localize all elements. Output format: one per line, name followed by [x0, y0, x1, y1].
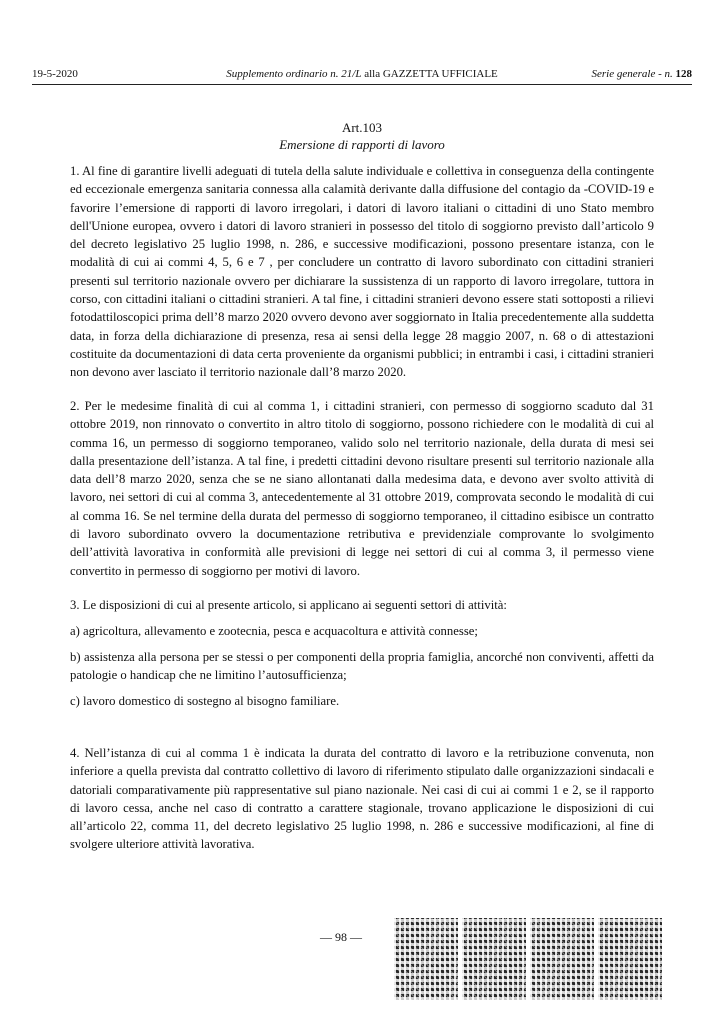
paragraph-1 — [70, 162, 654, 382]
qr-code-1 — [394, 918, 458, 1000]
paragraph-4-text: 4. Nell’istanza di cui al comma 1 è indicata la durata del contratto di lavoro e la retribuzione convenuta, non inferiore a quella prevista dal contratto collettivo di lavoro di riferimento stipulato dalle organizzazioni sindacali e datoriali comparativamente più rappresentative sul piano nazionale. Nei casi di cui ai commi 1 e 2, se il rapporto di lavoro cessa, anche nel caso di contratto a carattere stagionale, trovano applicazione le disposizioni di cui all’articolo 22, comma 11, del decreto legislativo 25 luglio 1998, n. 286 e successive modificazioni, al fine di svolgere ulteriore attività lavorativa. — [70, 746, 654, 852]
paragraph-4 — [70, 744, 654, 854]
paragraph-3-text: 3. Le disposizioni di cui al presente articolo, si applicano ai seguenti settori di attività: — [70, 598, 507, 612]
list-item-a-text: a) agricoltura, allevamento e zootecnia, pesca e acquacoltura e attività connesse; — [70, 624, 478, 638]
header-series-number: 128 — [675, 68, 692, 80]
list-item-b — [70, 648, 654, 685]
header-date: 19-5-2020 — [32, 68, 78, 80]
header-series-sep: - n. — [655, 68, 676, 80]
header-series — [591, 66, 692, 82]
page-header — [32, 66, 692, 82]
header-series-label: Serie generale — [591, 68, 656, 80]
header-supplement: Supplemento ordinario n. 21/L — [226, 68, 362, 80]
list-item-c — [70, 692, 654, 710]
paragraph-2-text: 2. Per le medesime finalità di cui al comma 1, i cittadini stranieri, con permesso di soggiorno scaduto dal 31 ottobre 2019, non rinnovato o convertito in altro titolo di soggiorno, possono richiedere con le modalità di cui al comma 16, un permesso di soggiorno temporaneo, valido solo nel territorio nazionale, della durata di mesi sei dalla presentazione dell’istanza. A tal fine, i predetti cittadini devono risultare presenti sul territorio nazionale alla data dell’8 marzo 2020, senza che se ne siano allontanati dalla medesima data, e devono aver svolto attività di lavoro, nei settori di cui al comma 3, antecedentemente al 31 ottobre 2019, comprovata secondo le modalità di cui al comma 16. Se nel termine della durata del permesso di soggiorno temporaneo, il cittadino esibisce un contratto di lavoro subordinato ovvero la documentazione retributiva e previdenziale comprovante lo svolgimento dell’attività lavorativa in conformità alle previsioni di legge nei settori di cui al comma 3, il permesso viene convertito in permesso di soggiorno per motivi di lavoro. — [70, 399, 654, 578]
article-number: Art.103 — [341, 120, 383, 135]
qr-code-3 — [530, 918, 594, 1000]
article-title: Emersione di rapporti di lavoro — [279, 137, 445, 152]
paragraph-2 — [70, 397, 654, 580]
qr-code-4 — [598, 918, 662, 1000]
header-gazette: alla GAZZETTA UFFICIALE — [361, 68, 498, 80]
page-number: — 98 — — [320, 930, 362, 944]
paragraph-3 — [70, 596, 654, 614]
list-item-a — [70, 622, 654, 640]
list-item-b-text: b) assistenza alla persona per se stessi o per componenti della propria famiglia, ancorché non conviventi, affetti da patologie o handicap che ne limitino l’autosufficienza; — [70, 650, 654, 683]
header-rule — [32, 84, 692, 85]
list-item-c-text: c) lavoro domestico di sostegno al bisogno familiare. — [70, 694, 340, 708]
qr-code-2 — [462, 918, 526, 1000]
paragraph-1-text: 1. Al fine di garantire livelli adeguati di tutela della salute individuale e collettiva in conseguenza della contingente ed eccezionale emergenza sanitaria connessa alla calamità derivante dalla diffusione del contagio da -COVID-19 e favorire l’emersione di rapporti di lavoro irregolari, i datori di lavoro italiani o cittadini di uno Stato membro dell'Unione europea, ovvero i datori di lavoro stranieri in possesso del titolo di soggiorno previsto dall’articolo 9 del decreto legislativo 25 luglio 1998, n. 286, e successive modificazioni, possono presentare istanza, con le modalità di cui ai commi 4, 5, 6 e 7 , per concludere un contratto di lavoro subordinato con cittadini stranieri presenti sul territorio nazionale ovvero per dichiarare la sussistenza di un rapporto di lavoro irregolare, tuttora in corso, con cittadini italiani o cittadini stranieri. A tal fine, i cittadini stranieri devono essere stati sottoposti a rilievi fotodattiloscopici prima dell’8 marzo 2020 ovvero devono aver soggiornato in Italia precedentemente alla suddetta data, in forza della dichiarazione di presenza, resa ai sensi della legge 28 maggio 2007, n. 68 o di attestazioni costituite da documentazioni di data certa proveniente da organismi pubblici; in entrambi i casi, i cittadini stranieri non devono aver lasciato il territorio nazionale dall’8 marzo 2020. — [70, 164, 654, 380]
